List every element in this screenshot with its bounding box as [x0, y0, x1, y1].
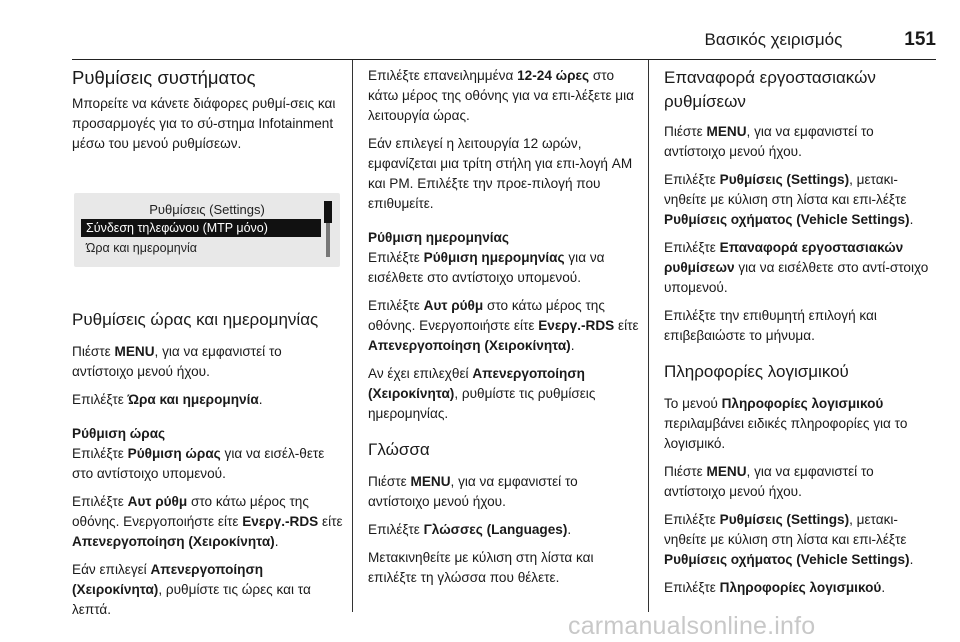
column-right [664, 66, 936, 606]
paragraph: Εάν επιλεγεί η λειτουργία 12 ωρών, εμφανίζεται μια τρίτη στήλη για επι-λογή AM και PM. Επιλέξτε την προε-πιλογή που επιθυμείτε. [368, 136, 633, 211]
subheading-date: Ρύθμιση ημερομηνίας [368, 230, 509, 245]
paragraph: Εάν επιλεγεί Απενεργοποίηση (Χειροκίνητα), ρυθμίστε τις ώρες και τα λεπτά. [72, 562, 311, 617]
page-header [72, 22, 936, 58]
paragraph: Πιέστε MENU, για να εμφανιστεί το αντίστοιχο μενού ήχου. [664, 124, 874, 159]
intro-paragraph: Μπορείτε να κάνετε διάφορες ρυθμί-σεις και προσαρμογές για το σύ-στημα Infotainment μέσω του μενού ρυθμίσεων. [72, 96, 336, 151]
paragraph: Επιλέξτε Πληροφορίες λογισμικού. [664, 580, 886, 595]
paragraph: Επιλέξτε Ρυθμίσεις (Settings), μετακι-νηθείτε με κύλιση στη λίστα και επι-λέξτε Ρυθμίσεις οχήματος (Vehicle Settings). [664, 172, 914, 227]
paragraph: Επιλέξτε Αυτ ρύθμ στο κάτω μέρος της οθόνης. Ενεργοποιήστε είτε Ενεργ.-RDS είτε Απενεργοποίηση (Χειροκίνητα). [368, 298, 639, 353]
column-middle [368, 66, 640, 596]
column-divider-1 [352, 60, 353, 612]
paragraph: Επιλέξτε Αυτ ρύθμ στο κάτω μέρος της οθόνης. Ενεργοποιήστε είτε Ενεργ.-RDS είτε Απενεργοποίηση (Χειροκίνητα). [72, 494, 343, 549]
paragraph: Πιέστε MENU, για να εμφανιστεί το αντίστοιχο μενού ήχου. [368, 474, 578, 509]
paragraph: Επιλέξτε Ρύθμιση ώρας για να εισέλ-θετε στο αντίστοιχο υπομενού. [72, 446, 325, 481]
screen-title: Ρυθμίσεις (Settings) [149, 202, 265, 217]
time-date-title: Ρυθμίσεις ώρας και ημερομηνίας [72, 310, 319, 329]
paragraph: Πιέστε MENU, για να εμφανιστεί το αντίστοιχο μενού ήχου. [664, 464, 874, 499]
subheading-time: Ρύθμιση ώρας [72, 426, 166, 441]
paragraph: Επιλέξτε Γλώσσες (Languages). [368, 522, 572, 537]
section-title: Ρυθμίσεις συστήματος [72, 67, 256, 88]
screen-list-item: Ώρα και ημερομηνία [86, 241, 197, 255]
paragraph: Επιλέξτε την επιθυμητή επιλογή και επιβεβαιώστε το μήνυμα. [664, 308, 877, 343]
paragraph: Το μενού Πληροφορίες λογισμικού περιλαμβάνει ειδικές πληροφορίες για το λογισμικό. [664, 396, 908, 451]
paragraph: Επιλέξτε Ώρα και ημερομηνία. [72, 392, 263, 407]
language-title: Γλώσσα [368, 440, 430, 459]
column-left [72, 66, 344, 628]
paragraph: Πιέστε MENU, για να εμφανιστεί το αντίστοιχο μενού ήχου. [72, 344, 282, 379]
paragraph: Επιλέξτε επανειλημμένα 12-24 ώρες στο κάτω μέρος της οθόνης για να επι-λέξετε μια λειτουργία ώρας. [368, 68, 634, 123]
paragraph: Επιλέξτε Ρύθμιση ημερομηνίας για να εισέλθετε στο αντίστοιχο υπομενού. [368, 250, 605, 285]
section-name: Βασικός χειρισμός [704, 30, 843, 49]
screen-scrollbar-thumb [324, 201, 332, 223]
watermark: carmanualsonline.info [568, 612, 816, 640]
column-divider-2 [648, 60, 649, 612]
paragraph: Αν έχει επιλεχθεί Απενεργοποίηση (Χειροκίνητα), ρυθμίστε τις ρυθμίσεις ημερομηνίας. [368, 366, 596, 421]
paragraph: Μετακινηθείτε με κύλιση στη λίστα και επιλέξτε τη γλώσσα που θέλετε. [368, 550, 594, 585]
page-number: 151 [904, 29, 936, 50]
factory-reset-title: Επαναφορά εργοστασιακών ρυθμίσεων [664, 68, 876, 111]
paragraph: Επιλέξτε Επαναφορά εργοστασιακών ρυθμίσεων για να εισέλθετε στο αντί-στοιχο υπομενού. [664, 240, 929, 295]
header-rule [72, 59, 936, 60]
settings-screen-figure [74, 193, 340, 267]
screen-selected-item: Σύνδεση τηλεφώνου (MTP μόνο) [81, 219, 321, 237]
paragraph: Επιλέξτε Ρυθμίσεις (Settings), μετακι-νηθείτε με κύλιση στη λίστα και επι-λέξτε Ρυθμίσεις οχήματος (Vehicle Settings). [664, 512, 914, 567]
software-info-title: Πληροφορίες λογισμικού [664, 362, 849, 381]
